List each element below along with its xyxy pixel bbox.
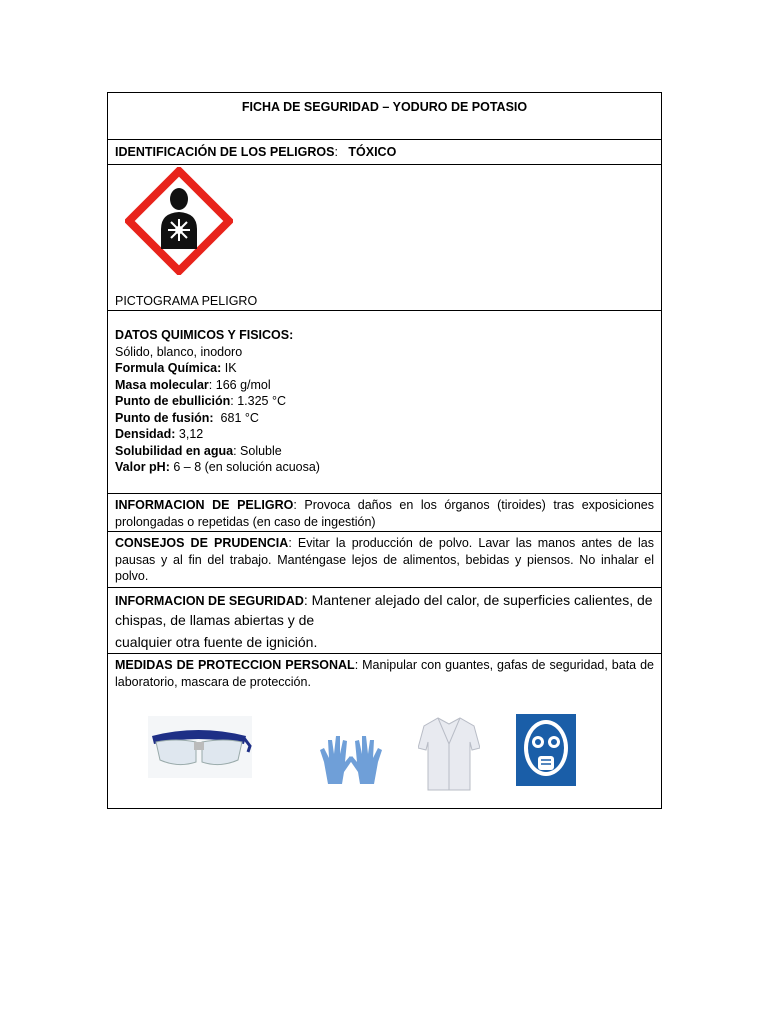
safety-information-label: INFORMACION DE SEGURIDAD	[115, 594, 304, 608]
hazard-identification-separator: :	[334, 145, 349, 159]
sheet-title: FICHA DE SEGURIDAD – YODURO DE POTASIO	[241, 100, 528, 114]
safety-information-text-2: cualquier otra fuente de ignición.	[115, 634, 318, 650]
hazard-identification-label: IDENTIFICACIÓN DE LOS PELIGROS	[115, 145, 335, 159]
ph-label: Valor pH:	[115, 460, 170, 474]
boiling-point-value: : 1.325 °C	[230, 394, 287, 408]
personal-protection	[108, 653, 661, 808]
safety-data-sheet	[107, 92, 662, 809]
formula-label: Formula Química:	[115, 361, 222, 375]
boiling-point-label: Punto de ebullición	[115, 394, 231, 408]
hazard-information-text: : Provoca daños en los órganos (tiroides) tras exposiciones prolongadas o repetidas (en caso de ingestión)	[115, 498, 654, 529]
molar-mass-value: : 166 g/mol	[208, 377, 271, 392]
safety-information-text: : Mantener alejado del calor, de superficies calientes, de chispas, de llamas abiertas y de	[115, 592, 653, 628]
lab-coat-icon	[418, 714, 480, 792]
melting-point-value: 681 °C	[213, 410, 259, 425]
solubility-label: Solubilidad en agua	[115, 443, 234, 458]
pictogram-caption: PICTOGRAMA PELIGRO	[115, 294, 258, 308]
safety-information	[108, 587, 661, 653]
chemical-physical-data	[108, 310, 661, 493]
precautionary-text: : Evitar la producción de polvo. Lavar las manos antes de las pausas y al fin del trabajo. Manténgase lejos de alimentos, bebidas y piensos. No inhalar el polvo.	[115, 536, 654, 583]
molar-mass-label: Masa molecular	[115, 377, 209, 392]
personal-protection-text: : Manipular con guantes, gafas de seguridad, bata de laboratorio, mascara de protección.	[115, 658, 655, 689]
hazard-information-label: INFORMACION DE PELIGRO	[115, 498, 294, 512]
precautionary-label: CONSEJOS DE PRUDENCIA	[115, 536, 289, 550]
personal-protection-label: MEDIDAS DE PROTECCION PERSONAL	[115, 658, 355, 672]
safety-goggles-icon	[148, 716, 252, 778]
description: Sólido, blanco, inodoro	[115, 344, 243, 359]
health-hazard-pictogram-icon	[125, 167, 233, 275]
data-heading: DATOS QUIMICOS Y FISICOS:	[115, 328, 294, 342]
pictogram-section	[108, 164, 661, 310]
hazard-information	[108, 493, 661, 531]
solubility-value: : Soluble	[233, 443, 282, 458]
respirator-mask-icon	[516, 714, 576, 786]
gloves-icon	[318, 732, 384, 788]
density-value: 3,12	[175, 427, 204, 441]
hazard-identification	[108, 139, 661, 164]
density-label: Densidad:	[115, 427, 176, 441]
precautionary-statements	[108, 531, 661, 587]
formula-value: IK	[221, 361, 237, 375]
hazard-identification-value: TÓXICO	[348, 145, 397, 159]
melting-point-label: Punto de fusión:	[115, 410, 214, 425]
ph-value: 6 – 8 (en solución acuosa)	[169, 460, 320, 474]
